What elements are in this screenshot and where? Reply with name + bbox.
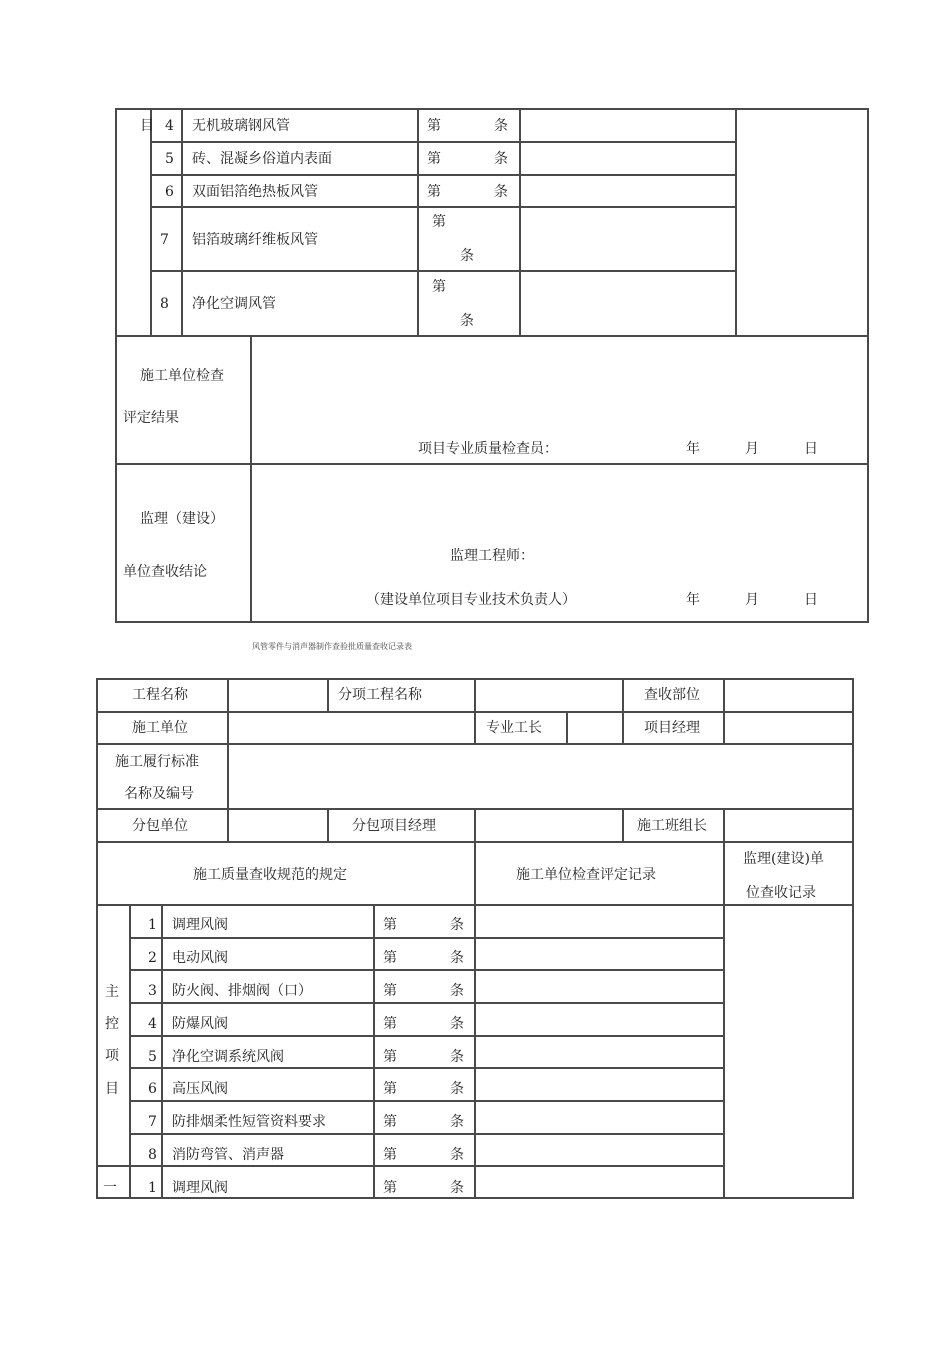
table-line — [96, 1165, 725, 1167]
item-name: 调理风阀 — [172, 1180, 228, 1196]
main-control-label: 目 — [105, 1081, 119, 1097]
table-line — [723, 808, 725, 1199]
row-number: 2 — [148, 950, 157, 966]
clause-prefix: 第 — [383, 1081, 397, 1097]
clause-prefix: 第 — [427, 184, 441, 200]
item-name: 净化空调风管 — [192, 296, 276, 312]
item-name: 防爆风阀 — [172, 1016, 228, 1032]
table-line — [519, 108, 521, 336]
clause-suffix: 条 — [450, 950, 464, 966]
form-caption: 风管零件与消声器制作查验批质量查收记录表 — [252, 642, 412, 651]
main-control-label: 项 — [105, 1048, 119, 1064]
row-number: 5 — [165, 151, 174, 167]
table-line — [373, 904, 375, 1199]
construction-unit-label: 施工单位 — [132, 720, 188, 736]
main-control-label: 控 — [105, 1016, 119, 1032]
item-name: 铝箔玻璃纤维板风管 — [192, 232, 318, 248]
supervision-header: 监理(建设)单 — [743, 851, 824, 867]
table-line — [181, 108, 183, 336]
row-number: 6 — [165, 184, 174, 200]
clause-suffix: 条 — [450, 1114, 464, 1130]
standard-label: 名称及编号 — [124, 786, 194, 802]
sub-project-name-label: 分项工程名称 — [338, 687, 422, 703]
table-line — [150, 270, 736, 272]
table-line — [129, 904, 131, 1199]
item-name: 调理风阀 — [172, 917, 228, 933]
date-year: 年 — [686, 441, 700, 457]
row-number: 4 — [165, 118, 174, 134]
row-group-label: 目 — [140, 118, 154, 134]
team-leader-label: 施工班组长 — [637, 818, 707, 834]
item-name: 双面铝箔绝热板风管 — [192, 184, 318, 200]
record-header: 施工单位检查评定记录 — [516, 867, 656, 883]
table-line — [161, 904, 163, 1199]
table-line — [129, 937, 725, 939]
item-name: 电动风阀 — [172, 950, 228, 966]
table-line — [129, 1002, 725, 1004]
date-day: 日 — [804, 592, 818, 608]
table-line — [327, 678, 329, 712]
project-name-label: 工程名称 — [132, 687, 188, 703]
clause-suffix: 条 — [450, 1049, 464, 1065]
item-name: 净化空调系统风阀 — [172, 1049, 284, 1065]
table-line — [115, 621, 869, 623]
table-line — [129, 969, 725, 971]
clause-prefix: 第 — [383, 983, 397, 999]
clause-prefix: 第 — [383, 1114, 397, 1130]
row-number: 1 — [148, 1180, 157, 1196]
table-line — [129, 1133, 725, 1135]
construction-result-label: 评定结果 — [123, 410, 179, 426]
table-line — [327, 808, 329, 843]
date-day: 日 — [804, 441, 818, 457]
table-line — [129, 1067, 725, 1069]
item-name: 消防弯管、消声器 — [172, 1147, 284, 1163]
clause-prefix: 第 — [383, 950, 397, 966]
supervision-conclusion-label: 单位查收结论 — [123, 564, 207, 580]
standard-label: 施工履行标准 — [115, 754, 199, 770]
table-line — [227, 678, 229, 843]
table-line — [115, 335, 869, 337]
main-control-label: 主 — [105, 984, 119, 1000]
table-line — [115, 463, 869, 465]
item-name: 防排烟柔性短管资料要求 — [172, 1114, 326, 1130]
table-line — [474, 678, 476, 745]
date-year: 年 — [686, 592, 700, 608]
table-line — [129, 1100, 725, 1102]
row-number: 1 — [148, 917, 157, 933]
clause-suffix: 条 — [494, 118, 508, 134]
supervision-engineer-label: 监理工程师： — [450, 548, 534, 564]
clause-prefix: 第 — [432, 279, 446, 295]
row-number: 7 — [148, 1114, 157, 1130]
item-name: 无机玻璃钢风管 — [192, 118, 290, 134]
clause-prefix: 第 — [383, 1147, 397, 1163]
table-line — [150, 206, 736, 208]
table-line — [622, 678, 624, 745]
table-line — [150, 108, 152, 336]
clause-suffix: 条 — [494, 184, 508, 200]
row-number: 8 — [148, 1147, 157, 1163]
item-name: 砖、混凝乡俗道内表面 — [192, 151, 332, 167]
clause-suffix: 条 — [460, 248, 474, 264]
foreman-label: 专业工长 — [486, 720, 542, 736]
table-line — [622, 808, 624, 843]
clause-prefix: 第 — [383, 1016, 397, 1032]
row-number: 6 — [148, 1081, 157, 1097]
row-number: 4 — [148, 1016, 157, 1032]
sub-manager-label: 分包项目经理 — [352, 818, 436, 834]
table-line — [115, 108, 869, 110]
general-item-label: 一 — [103, 1180, 117, 1196]
table-line — [474, 808, 476, 1199]
clause-suffix: 条 — [450, 1081, 464, 1097]
inspector-signature-label: 项目专业质量检查员： — [418, 441, 558, 457]
row-number: 7 — [160, 232, 169, 248]
supervision-conclusion-label: 监理（建设） — [140, 511, 224, 527]
construction-result-label: 施工单位检查 — [140, 368, 224, 384]
table-line — [115, 108, 117, 623]
clause-suffix: 条 — [450, 917, 464, 933]
date-month: 月 — [745, 592, 759, 608]
inspection-part-label: 查收部位 — [644, 687, 700, 703]
clause-prefix: 第 — [383, 917, 397, 933]
clause-suffix: 条 — [450, 983, 464, 999]
owner-representative-label: （建设单位项目专业技术负责人） — [366, 592, 576, 608]
clause-suffix: 条 — [494, 151, 508, 167]
clause-prefix: 第 — [427, 118, 441, 134]
table-line — [723, 678, 725, 745]
spec-header: 施工质量查收规范的规定 — [193, 867, 347, 883]
supervision-header: 位查收记录 — [746, 885, 816, 901]
table-line — [129, 1035, 725, 1037]
table-line — [96, 678, 98, 1199]
clause-prefix: 第 — [432, 214, 446, 230]
clause-prefix: 第 — [383, 1180, 397, 1196]
row-number: 3 — [148, 983, 157, 999]
subcontractor-label: 分包单位 — [132, 818, 188, 834]
clause-suffix: 条 — [460, 313, 474, 329]
table-line — [150, 174, 736, 176]
table-line — [250, 335, 252, 623]
row-number: 5 — [148, 1049, 157, 1065]
clause-prefix: 第 — [383, 1049, 397, 1065]
clause-suffix: 条 — [450, 1147, 464, 1163]
project-manager-label: 项目经理 — [644, 720, 700, 736]
table-line — [566, 711, 568, 745]
row-number: 8 — [160, 296, 169, 312]
table-line — [852, 678, 854, 1199]
table-line — [417, 108, 419, 336]
item-name: 防火阀、排烟阀（口） — [172, 983, 312, 999]
table-line — [867, 108, 869, 623]
date-month: 月 — [745, 441, 759, 457]
item-name: 高压风阀 — [172, 1081, 228, 1097]
table-line — [735, 108, 737, 336]
clause-suffix: 条 — [450, 1180, 464, 1196]
clause-prefix: 第 — [427, 151, 441, 167]
clause-suffix: 条 — [450, 1016, 464, 1032]
table-line — [150, 141, 736, 143]
